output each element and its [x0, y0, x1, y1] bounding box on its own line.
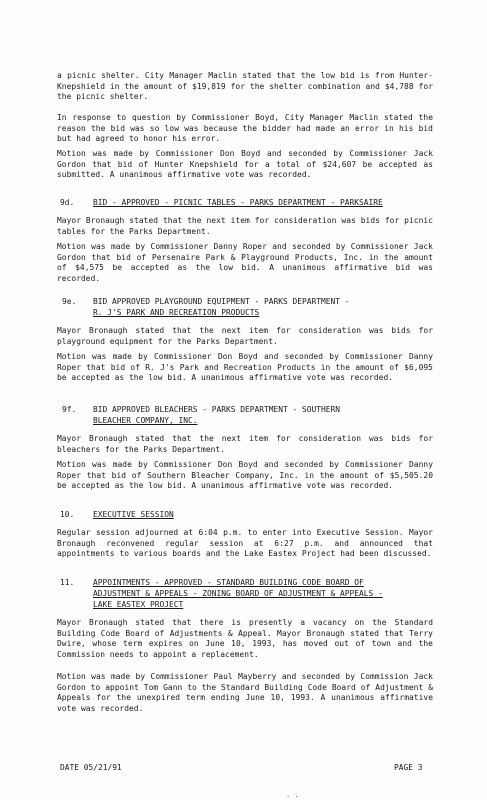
paragraph: Motion was made by Commissioner Paul Mayberry and seconded by Commission Jack Gordon to appoint Tom Gann to the Standard Building Code Board of Adjustment & Appeals for the unexpired term ending June 10, 1993. A unanimous affirmative vote was recorded. [57, 672, 433, 714]
section-heading-continued: BLEACHER COMPANY, INC. [93, 416, 198, 425]
section-heading: BID - APPROVED - PICNIC TABLES - PARKS DEPARTMENT - PARKSAIRE [93, 198, 383, 207]
item-number: 9d. [60, 198, 75, 207]
section-heading: BID APPROVED PLAYGROUND EQUIPMENT - PARKS DEPARTMENT - [93, 297, 350, 306]
paragraph: Mayor Bronaugh stated that the next item for consideration was bids for picnic tables for the Parks Department. [57, 216, 433, 236]
paragraph: Regular session adjourned at 6:04 p.m. to enter into Executive Session. Mayor Bronaugh reconvened regular session at 6:27 p.m. and announced that appointments to various boards and the Lake Eastex Project had been discussed. [57, 528, 433, 559]
section-heading-continued: LAKE EASTEX PROJECT [93, 600, 184, 609]
paragraph: In response to question by Commissioner Boyd, City Manager Maclin stated the reason the bid was so low was because the bidder had made an error in his bid but had agreed to honor his error. [57, 113, 433, 144]
paragraph: Mayor Bronaugh stated that the next item for consideration was bids for bleachers for the Parks Department. [57, 434, 433, 454]
footer-page-number: PAGE 3 [394, 763, 423, 772]
item-number: 9e. [62, 297, 77, 306]
paragraph: Motion was made by Commissioner Don Boyd and seconded by Commissioner Jack Gordon that bid of Hunter Knepshield for a total of $24,607 be accepted as submitted. A unanimous affirmative vote was recorded. [57, 149, 433, 180]
paragraph: Motion was made by Commissioner Don Boyd and seconded by Commissioner Danny Roper that bid of R. J's Park and Recreation Products in the amount of $6,095 be accepted as the low bid. A unanimous affirmative vote was recorded. [57, 352, 433, 383]
item-number: 10. [60, 510, 75, 519]
paragraph: Mayor Bronaugh stated that there is presently a vacancy on the Standard Building Code Board of Adjustments & Appeal. Mayor Bronaugh stated that Terry Dwire, whose term expires on June 10, 1993, has moved out of town and the Commission needs to appoint a replacement. [57, 618, 433, 660]
paragraph: Motion was made by Commissioner Danny Roper and seconded by Commissioner Jack Gordon that bid of Persenaire Park & Playground Products, Inc. in the amount of $4,575 be accepted as the low bid. A unanimous affirmative bid was recorded. [57, 242, 433, 284]
section-heading-continued: R. J'S PARK AND RECREATION PRODUCTS [93, 308, 260, 317]
section-heading: EXECUTIVE SESSION [93, 510, 174, 519]
scan-mark: . . [286, 791, 299, 799]
section-heading-continued: ADJUSTMENT & APPEALS - ZONING BOARD OF ADJUSTMENT & APPEALS - [93, 589, 383, 598]
item-number: 11. [60, 578, 75, 587]
paragraph: a picnic shelter. City Manager Maclin stated that the low bid is from Hunter-Knepshield in the amount of $19,819 for the shelter combination and $4,788 for the picnic shelter. [57, 71, 433, 102]
footer-date: DATE 05/21/91 [60, 763, 122, 772]
paragraph: Mayor Bronaugh stated that the next item for consideration was bids for playground equipment for the Parks Department. [57, 326, 433, 346]
paragraph: Motion was made by Commissioner Don Boyd and seconded by Commissioner Danny Roper that bid of Southern Bleacher Company, Inc. in the amount of $5,505.20 be accepted as the low bid. A unanimous affirmative vote was recorded. [57, 460, 433, 491]
section-heading: APPOINTMENTS - APPROVED - STANDARD BUILDING CODE BOARD OF [93, 578, 364, 587]
section-heading: BID APPROVED BLEACHERS - PARKS DEPARTMENT - SOUTHERN [93, 405, 341, 414]
item-number: 9f. [62, 405, 77, 414]
